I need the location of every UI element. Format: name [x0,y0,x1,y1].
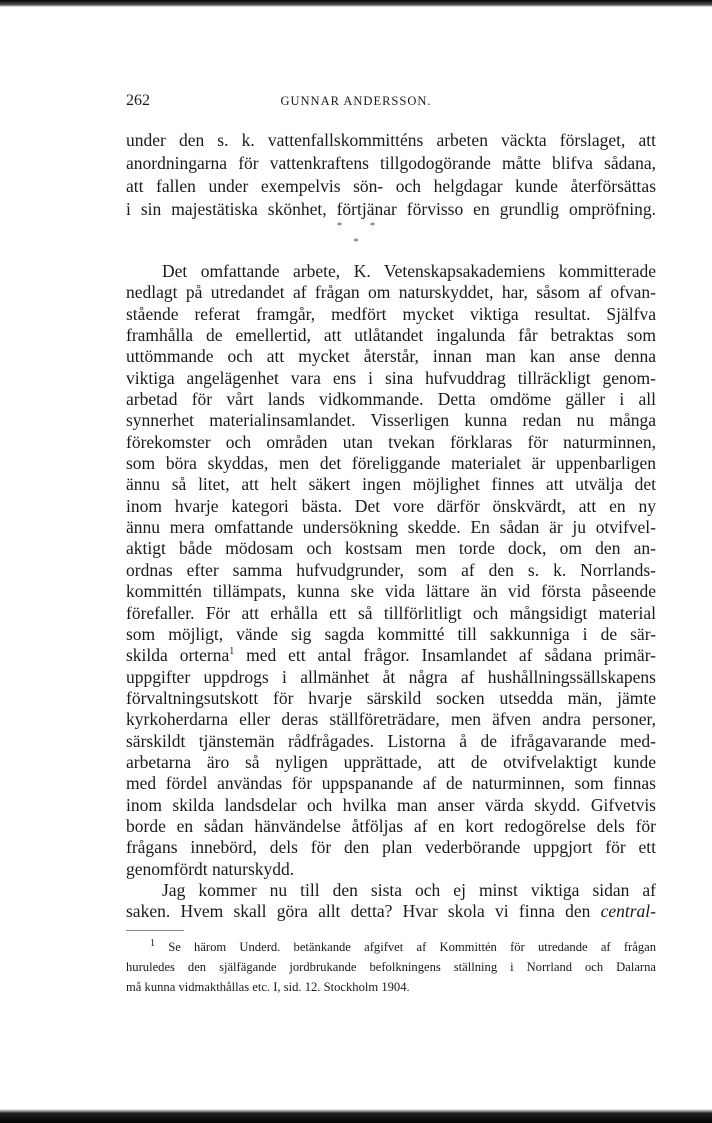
text-fragment: Se härom Underd. betänkande afgifvet af Kommittén för utredande af frågan [155,940,656,954]
footnote-line: må kunna vidmakthållas etc. I, sid. 12. Stockholm 1904. [126,980,410,994]
scan-top-edge [0,0,712,7]
text-line: borde en sådan hänvändelse åtföljas af en kort redogörelse dels för [126,815,656,836]
text-line: ordnas efter samma hufvudgrunder, som af den s. k. Norrlands- [126,559,656,580]
text-line: förvaltningsutskott för hvarje särskild socken utsedda män, jämte [126,687,656,708]
paragraph-2 [126,261,656,923]
footnote [126,937,656,997]
text-line: i sin majestätiska skönhet, förtjänar förvisso en grundlig ompröfning. [126,199,656,219]
text-line: uttömmande och att mycket återstår, innan man kan anse denna [126,346,656,367]
text-line: förefaller. För att erhålla ett så tillförlitligt och mångsidigt material [126,602,656,623]
text-line: viktiga angelägenhet vara ens i sina hufvuddrag tillräckligt genom- [126,367,656,388]
text-fragment: skilda orterna [126,645,230,666]
text-line: kyrkoherdarna eller deras ställföreträdare, men äfven andra personer, [126,709,656,730]
paragraph-1 [126,129,656,221]
text-line: kommittén tillämpats, kunna ske vida lättare än vid första påseende [126,581,656,602]
footnote-marker: 1 [150,937,155,949]
page-number: 262 [126,92,150,109]
text-line [126,901,656,922]
text-line: arbetad för vårt lands vidkommande. Detta omdöme gäller i all [126,389,656,410]
text-line: inom hvarje kategori bästa. Det vore därför önskvärdt, att en ny [126,495,656,516]
text-line: inom skilda landsdelar och hvilka man anser värda skydd. Gifvetvis [126,794,656,815]
text-line [126,645,656,666]
text-line: genomfördt naturskydd. [126,858,295,879]
text-line: som böra skyddas, men det föreliggande materialet är uppenbarligen [126,453,656,474]
text-line: med fördel användas för uppspanande af de naturminnen, som finnas [126,773,656,794]
text-line: nedlagt på utredandet af frågan om naturskyddet, har, såsom af ofvan- [126,282,656,303]
text-line: under den s. k. vattenfallskommitténs arbeten väckta förslaget, att [126,130,656,150]
text-fragment: saken. Hvem skall göra allt detta? Hvar skola vi finna den [126,901,601,922]
text-line: stående referat framgår, medfört mycket viktiga resultat. Själfva [126,303,656,324]
footnote-line: huruledes den själfägande jordbrukande befolkningens ställning i Norrland och Dalarna [126,960,656,974]
footnote-reference[interactable]: 1 [229,646,235,658]
text-fragment: med ett antal frågor. Insamlandet af sådana primär- [234,645,656,666]
text-line: uppgifter uppdrogs i allmänhet åt några af hushållningssällskapens [126,666,656,687]
text-line: frågans innebörd, dels för den plan vederbörande uppgjort för ett [126,837,656,858]
text-line: synnerhet materialinsamlandet. Visserligen kunna redan nu många [126,410,656,431]
text-line: förekomster och områden utan tvekan förklaras för naturminnen, [126,431,656,452]
text-line: att fallen under exempelvis sön- och helgdagar kunde återförsättas [126,176,656,196]
text-line: Jag kommer nu till den sista och ej minst viktiga sidan af [162,879,656,900]
text-line: Det omfattande arbete, K. Vetenskapsakademiens kommitterade [162,261,656,281]
text-line: som möjligt, vände sig sagda kommitté till sakkunniga i de sär- [126,623,656,644]
text-line: ännu mera omfattande undersökning skedde. En sådan är ju otvifvel- [126,517,656,538]
section-separator-top: * * [336,220,376,232]
running-head: GUNNAR ANDERSSON. [280,94,432,108]
text-line: framhålla de emellertid, att utlåtandet ingalunda får betraktas som [126,325,656,346]
text-line: särskildt tjänstemän rådfrågades. Listorna å de ifrågavarande med- [126,730,656,751]
footnote-rule [126,930,184,931]
section-separator-bottom: * [353,236,359,248]
scan-bottom-edge [0,1109,712,1123]
footnote-line [126,937,656,957]
text-line: anordningarna för vattenkraftens tillgodogörande måtte blifva sådana, [126,153,656,173]
italic-word: central- [600,901,656,922]
text-line: aktigt både mödosam och kostsam men torde dock, om den an- [126,538,656,559]
text-line: ännu så litet, att helt säkert ingen möjlighet finnes att utvälja det [126,474,656,495]
text-line: arbetarna äro så nyligen upprättade, att de otvifvelaktigt kunde [126,751,656,772]
